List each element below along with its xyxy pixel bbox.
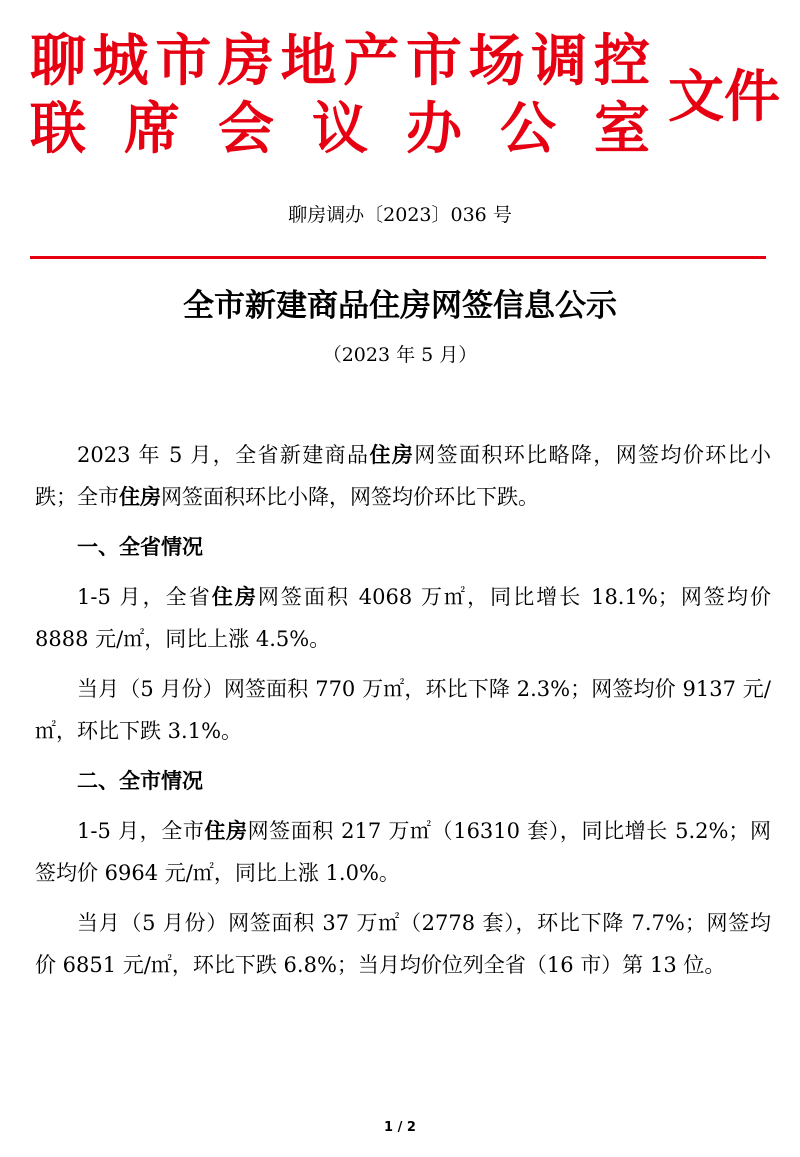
masthead-char: 场 (468, 29, 525, 94)
masthead-char: 调 (531, 29, 588, 94)
text-run: 网签面积 217 万㎡（16310 套），同比增长 5.2%；网签均价 6964 元/㎡，同比上涨 1.0%。 (35, 819, 772, 885)
masthead (30, 22, 780, 172)
province-ytd-paragraph (35, 576, 771, 660)
keyword: 住房 (369, 443, 415, 467)
masthead-line-1 (30, 30, 650, 94)
section-heading-city: 二、全市情况 (77, 769, 203, 793)
province-month-paragraph: 当月（5 月份）网签面积 770 万㎡，环比下降 2.3%；网签均价 9137 元/㎡，环比下跌 3.1%。 (35, 677, 771, 743)
masthead-char: 会 (218, 97, 274, 162)
masthead-char: 地 (280, 29, 337, 94)
text-run: 1-5 月，全省 (77, 585, 212, 609)
section-heading-province: 一、全省情况 (77, 535, 203, 559)
masthead-suffix: 文件 (668, 65, 780, 130)
masthead-char: 市 (155, 29, 212, 94)
keyword: 住房 (204, 819, 248, 843)
masthead-char: 室 (594, 97, 650, 162)
text-run: 网签面积环比小降，网签均价环比下跌。 (161, 485, 539, 509)
document-body (35, 434, 771, 994)
document-number: 聊房调办〔2023〕036 号 (288, 204, 512, 226)
masthead-char: 办 (406, 97, 462, 162)
masthead-line-2 (30, 98, 650, 162)
red-divider (30, 256, 766, 259)
city-ytd-paragraph (35, 810, 771, 894)
text-run: 1-5 月，全市 (77, 819, 205, 843)
keyword: 住房 (211, 585, 258, 609)
masthead-char: 联 (30, 97, 86, 162)
masthead-char: 议 (312, 97, 368, 162)
masthead-char: 产 (343, 29, 400, 94)
intro-paragraph (35, 434, 771, 518)
document-subtitle: （2023 年 5 月） (322, 344, 478, 366)
masthead-char: 城 (92, 29, 149, 94)
text-run: 网签面积环比略降，网签均价环比小跌；全市 (35, 443, 772, 509)
masthead-char: 聊 (30, 29, 86, 94)
keyword: 住房 (119, 485, 161, 509)
masthead-char: 控 (593, 29, 650, 94)
masthead-char: 席 (124, 97, 180, 162)
masthead-char: 公 (500, 97, 556, 162)
document-title: 全市新建商品住房网签信息公示 (183, 288, 617, 324)
city-month-paragraph: 当月（5 月份）网签面积 37 万㎡（2778 套），环比下降 7.7%；网签均价 6851 元/㎡，环比下跌 6.8%；当月均价位列全省（16 市）第 13 位。 (35, 911, 771, 977)
masthead-char: 市 (405, 29, 462, 94)
masthead-char: 房 (217, 29, 274, 94)
text-run: 网签面积 4068 万㎡，同比增长 18.1%；网签均价 8888 元/㎡，同比上涨 4.5%。 (35, 585, 771, 651)
page-number: 1 / 2 (384, 1120, 416, 1135)
text-run: 2023 年 5 月，全省新建商品 (77, 443, 370, 467)
